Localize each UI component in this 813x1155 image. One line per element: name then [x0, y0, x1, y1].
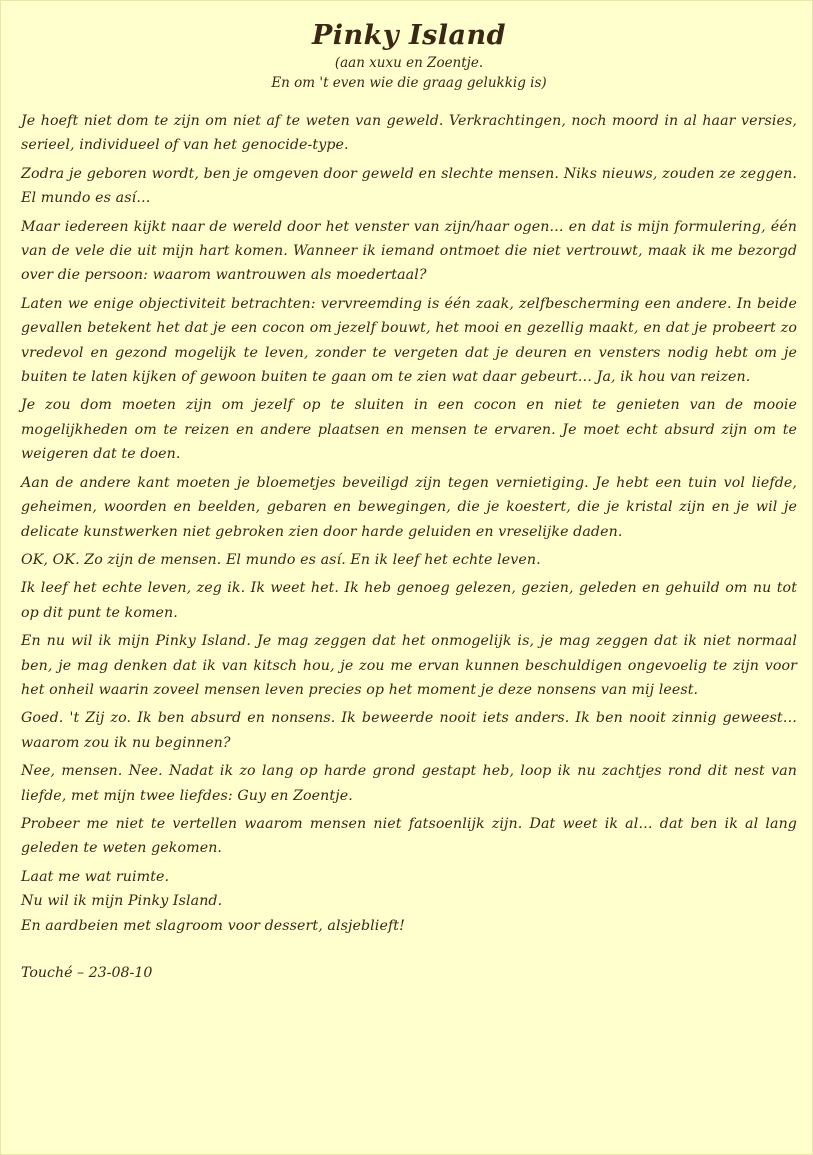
paragraph-8: Ik leef het echte leven, zeg ik. Ik weet het. Ik heb genoeg gelezen, gezien, geleden en gehuild om nu tot op dit punt te komen. [21, 580, 797, 621]
paragraph-11: Nee, mensen. Nee. Nadat ik zo lang op harde grond gestapt heb, loop ik nu zachtjes rond dit nest van liefde, met mijn twee liefdes: Guy en Zoentje. [21, 763, 797, 804]
body-text [21, 109, 797, 984]
paragraph-1: Je hoeft niet dom te zijn om niet af te weten van geweld. Verkrachtingen, noch moord in al haar versies, serieel, individueel of van het genocide-type. [21, 113, 797, 154]
paragraph-3: Maar iedereen kijkt naar de wereld door het venster van zijn/haar ogen… en dat is mijn formulering, één van de vele die uit mijn hart komen. Wanneer ik iemand ontmoet die niet vertrouwt, maak ik me bezorgd over die persoon: waarom wantrouwen als moedertaal? [21, 218, 797, 284]
paragraph-2: Zodra je geboren wordt, ben je omgeven door geweld en slechte mensen. Niks nieuws, zouden ze zeggen. El mundo es así… [21, 165, 797, 207]
paragraph-4: Laten we enige objectiviteit betrachten: vervreemding is één zaak, zelfbescherming een andere. In beide gevallen betekent het dat je een cocon om jezelf bouwt, het mooi en gezellig maakt, en dat je probeert zo vredevol en gezond mogelijk te leven, zonder te vergeten dat je deuren en vensters nodig hebt om je buiten te laten kijken of gewoon buiten te gaan om te zien wat daar gebeurt… Ja, ik hou van reizen. [21, 295, 797, 386]
closing-line-1: Laat me wat ruimte. [21, 868, 170, 885]
paragraph-12: Probeer me niet te vertellen waarom mensen niet fatsoenlijk zijn. Dat weet ik al… dat ben ik al lang geleden te weten gekomen. [21, 815, 797, 857]
closing-line-3: En aardbeien met slagroom voor dessert, alsjeblieft! [21, 917, 405, 934]
paragraph-7: OK, OK. Zo zijn de mensen. El mundo es así. En ik leef het echte leven. [21, 551, 541, 568]
closing-line-2: Nu wil ik mijn Pinky Island. [21, 893, 223, 910]
paragraph-9: En nu wil ik mijn Pinky Island. Je mag zeggen dat het onmogelijk is, je mag zeggen dat ik niet normaal ben, je mag denken dat ik van kitsch hou, je zou me ervan kunnen beschuldigen ongevoelig te zijn voor het onheil waarin zoveel mensen leven precies op het moment je deze nonsens van mij leest. [21, 633, 797, 698]
dedication-line-1: (aan xuxu en Zoentje. [334, 55, 484, 71]
paragraph-10: Goed. 't Zij zo. Ik ben absurd en nonsens. Ik beweerde nooit iets anders. Ik ben nooit zinnig geweest… waarom zou ik nu beginnen? [21, 710, 797, 751]
document-content [21, 19, 797, 998]
dedication-line-2: En om 't even wie die graag gelukkig is) [271, 75, 547, 91]
paragraph-5: Je zou dom moeten zijn om jezelf op te sluiten in een cocon en niet te genieten van de mooie mogelijkheden om te reizen en andere plaatsen en mensen te ervaren. Je moet echt absurd zijn om te weigeren dat te doen. [21, 397, 797, 463]
signature: Touché – 23-08-10 [21, 965, 153, 981]
paragraph-6: Aan de andere kant moeten je bloemetjes beveiligd zijn tegen vernietiging. Je hebt een tuin vol liefde, geheimen, woorden en beelden, gebaren en bewegingen, die je koestert, die je kristal zijn en je wil je delicate kunstwerken niet gebroken zien door harde geluiden en vreselijke daden. [21, 474, 797, 540]
document-title: Pinky Island [311, 20, 507, 51]
